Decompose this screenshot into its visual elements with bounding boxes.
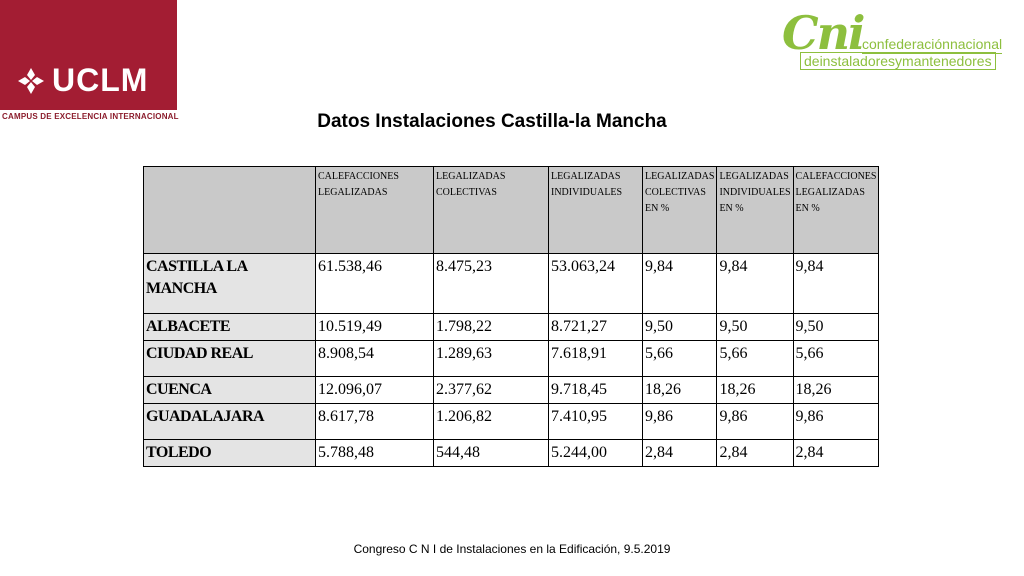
region-cell: CIUDAD REAL xyxy=(144,341,316,377)
uclm-wordmark xyxy=(16,62,148,99)
table-cell: 9,84 xyxy=(717,254,793,314)
table-cell: 8.908,54 xyxy=(316,341,434,377)
uclm-tagline: CAMPUS DE EXCELENCIA INTERNACIONAL xyxy=(2,112,179,121)
table-row xyxy=(144,377,879,404)
header-cell: LEGALIZADAS INDIVIDUALES EN % xyxy=(717,167,793,254)
table-cell: 5.788,48 xyxy=(316,440,434,467)
table-cell: 9,50 xyxy=(717,314,793,341)
header-cell: CALEFACCIONES LEGALIZADAS xyxy=(316,167,434,254)
table-row xyxy=(144,254,879,314)
table-row xyxy=(144,314,879,341)
table-cell: 12.096,07 xyxy=(316,377,434,404)
cni-line2: deinstaladoresymantenedores xyxy=(800,52,996,70)
table-cell: 2,84 xyxy=(717,440,793,467)
table-row xyxy=(144,440,879,467)
table-header-row xyxy=(144,167,879,254)
table-cell: 9,84 xyxy=(793,254,879,314)
table-cell: 1.289,63 xyxy=(434,341,549,377)
table-cell: 5,66 xyxy=(643,341,717,377)
table-cell: 10.519,49 xyxy=(316,314,434,341)
table-cell: 18,26 xyxy=(717,377,793,404)
installations-table xyxy=(143,166,879,467)
table-cell: 8.721,27 xyxy=(549,314,643,341)
table-cell: 9.718,45 xyxy=(549,377,643,404)
table-cell: 7.618,91 xyxy=(549,341,643,377)
table-cell: 5,66 xyxy=(793,341,879,377)
header-cell: LEGALIZADAS COLECTIVAS EN % xyxy=(643,167,717,254)
table-cell: 9,86 xyxy=(717,404,793,440)
region-cell: GUADALAJARA xyxy=(144,404,316,440)
table-cell: 7.410,95 xyxy=(549,404,643,440)
table-cell: 2,84 xyxy=(793,440,879,467)
table-cell: 8.617,78 xyxy=(316,404,434,440)
table-cell: 2,84 xyxy=(643,440,717,467)
table-cell: 5,66 xyxy=(717,341,793,377)
page-title: Datos Instalaciones Castilla-la Mancha xyxy=(317,111,667,132)
cni-mark: Cni xyxy=(782,6,864,60)
region-cell: TOLEDO xyxy=(144,440,316,467)
region-cell: ALBACETE xyxy=(144,314,316,341)
region-cell: CUENCA xyxy=(144,377,316,404)
header-cell: LEGALIZADAS COLECTIVAS xyxy=(434,167,549,254)
cni-line1: confederaciónnacional xyxy=(862,36,1003,52)
table-cell: 1.798,22 xyxy=(434,314,549,341)
table-cell: 9,50 xyxy=(643,314,717,341)
table-cell: 1.206,82 xyxy=(434,404,549,440)
header-cell xyxy=(144,167,316,254)
table-cell: 18,26 xyxy=(793,377,879,404)
cni-logo xyxy=(782,8,1014,72)
table-cell: 9,86 xyxy=(643,404,717,440)
table-cell: 18,26 xyxy=(643,377,717,404)
table-cell: 9,50 xyxy=(793,314,879,341)
uclm-logo xyxy=(0,0,177,110)
table-cell: 2.377,62 xyxy=(434,377,549,404)
uclm-name: UCLM xyxy=(52,62,149,98)
footer-note: Congreso C N I de Instalaciones en la Edificación, 9.5.2019 xyxy=(353,542,671,556)
table-cell: 9,86 xyxy=(793,404,879,440)
table-cell: 544,48 xyxy=(434,440,549,467)
table-cell: 61.538,46 xyxy=(316,254,434,314)
header-cell: LEGALIZADAS INDIVIDUALES xyxy=(549,167,643,254)
table-cell: 8.475,23 xyxy=(434,254,549,314)
table-cell: 53.063,24 xyxy=(549,254,643,314)
table-row xyxy=(144,341,879,377)
region-cell: CASTILLA LA MANCHA xyxy=(144,254,316,314)
uclm-emblem-icon xyxy=(16,66,46,96)
table-cell: 5.244,00 xyxy=(549,440,643,467)
table-cell: 9,84 xyxy=(643,254,717,314)
header-cell: CALEFACCIONES LEGALIZADAS EN % xyxy=(793,167,879,254)
table-row xyxy=(144,404,879,440)
